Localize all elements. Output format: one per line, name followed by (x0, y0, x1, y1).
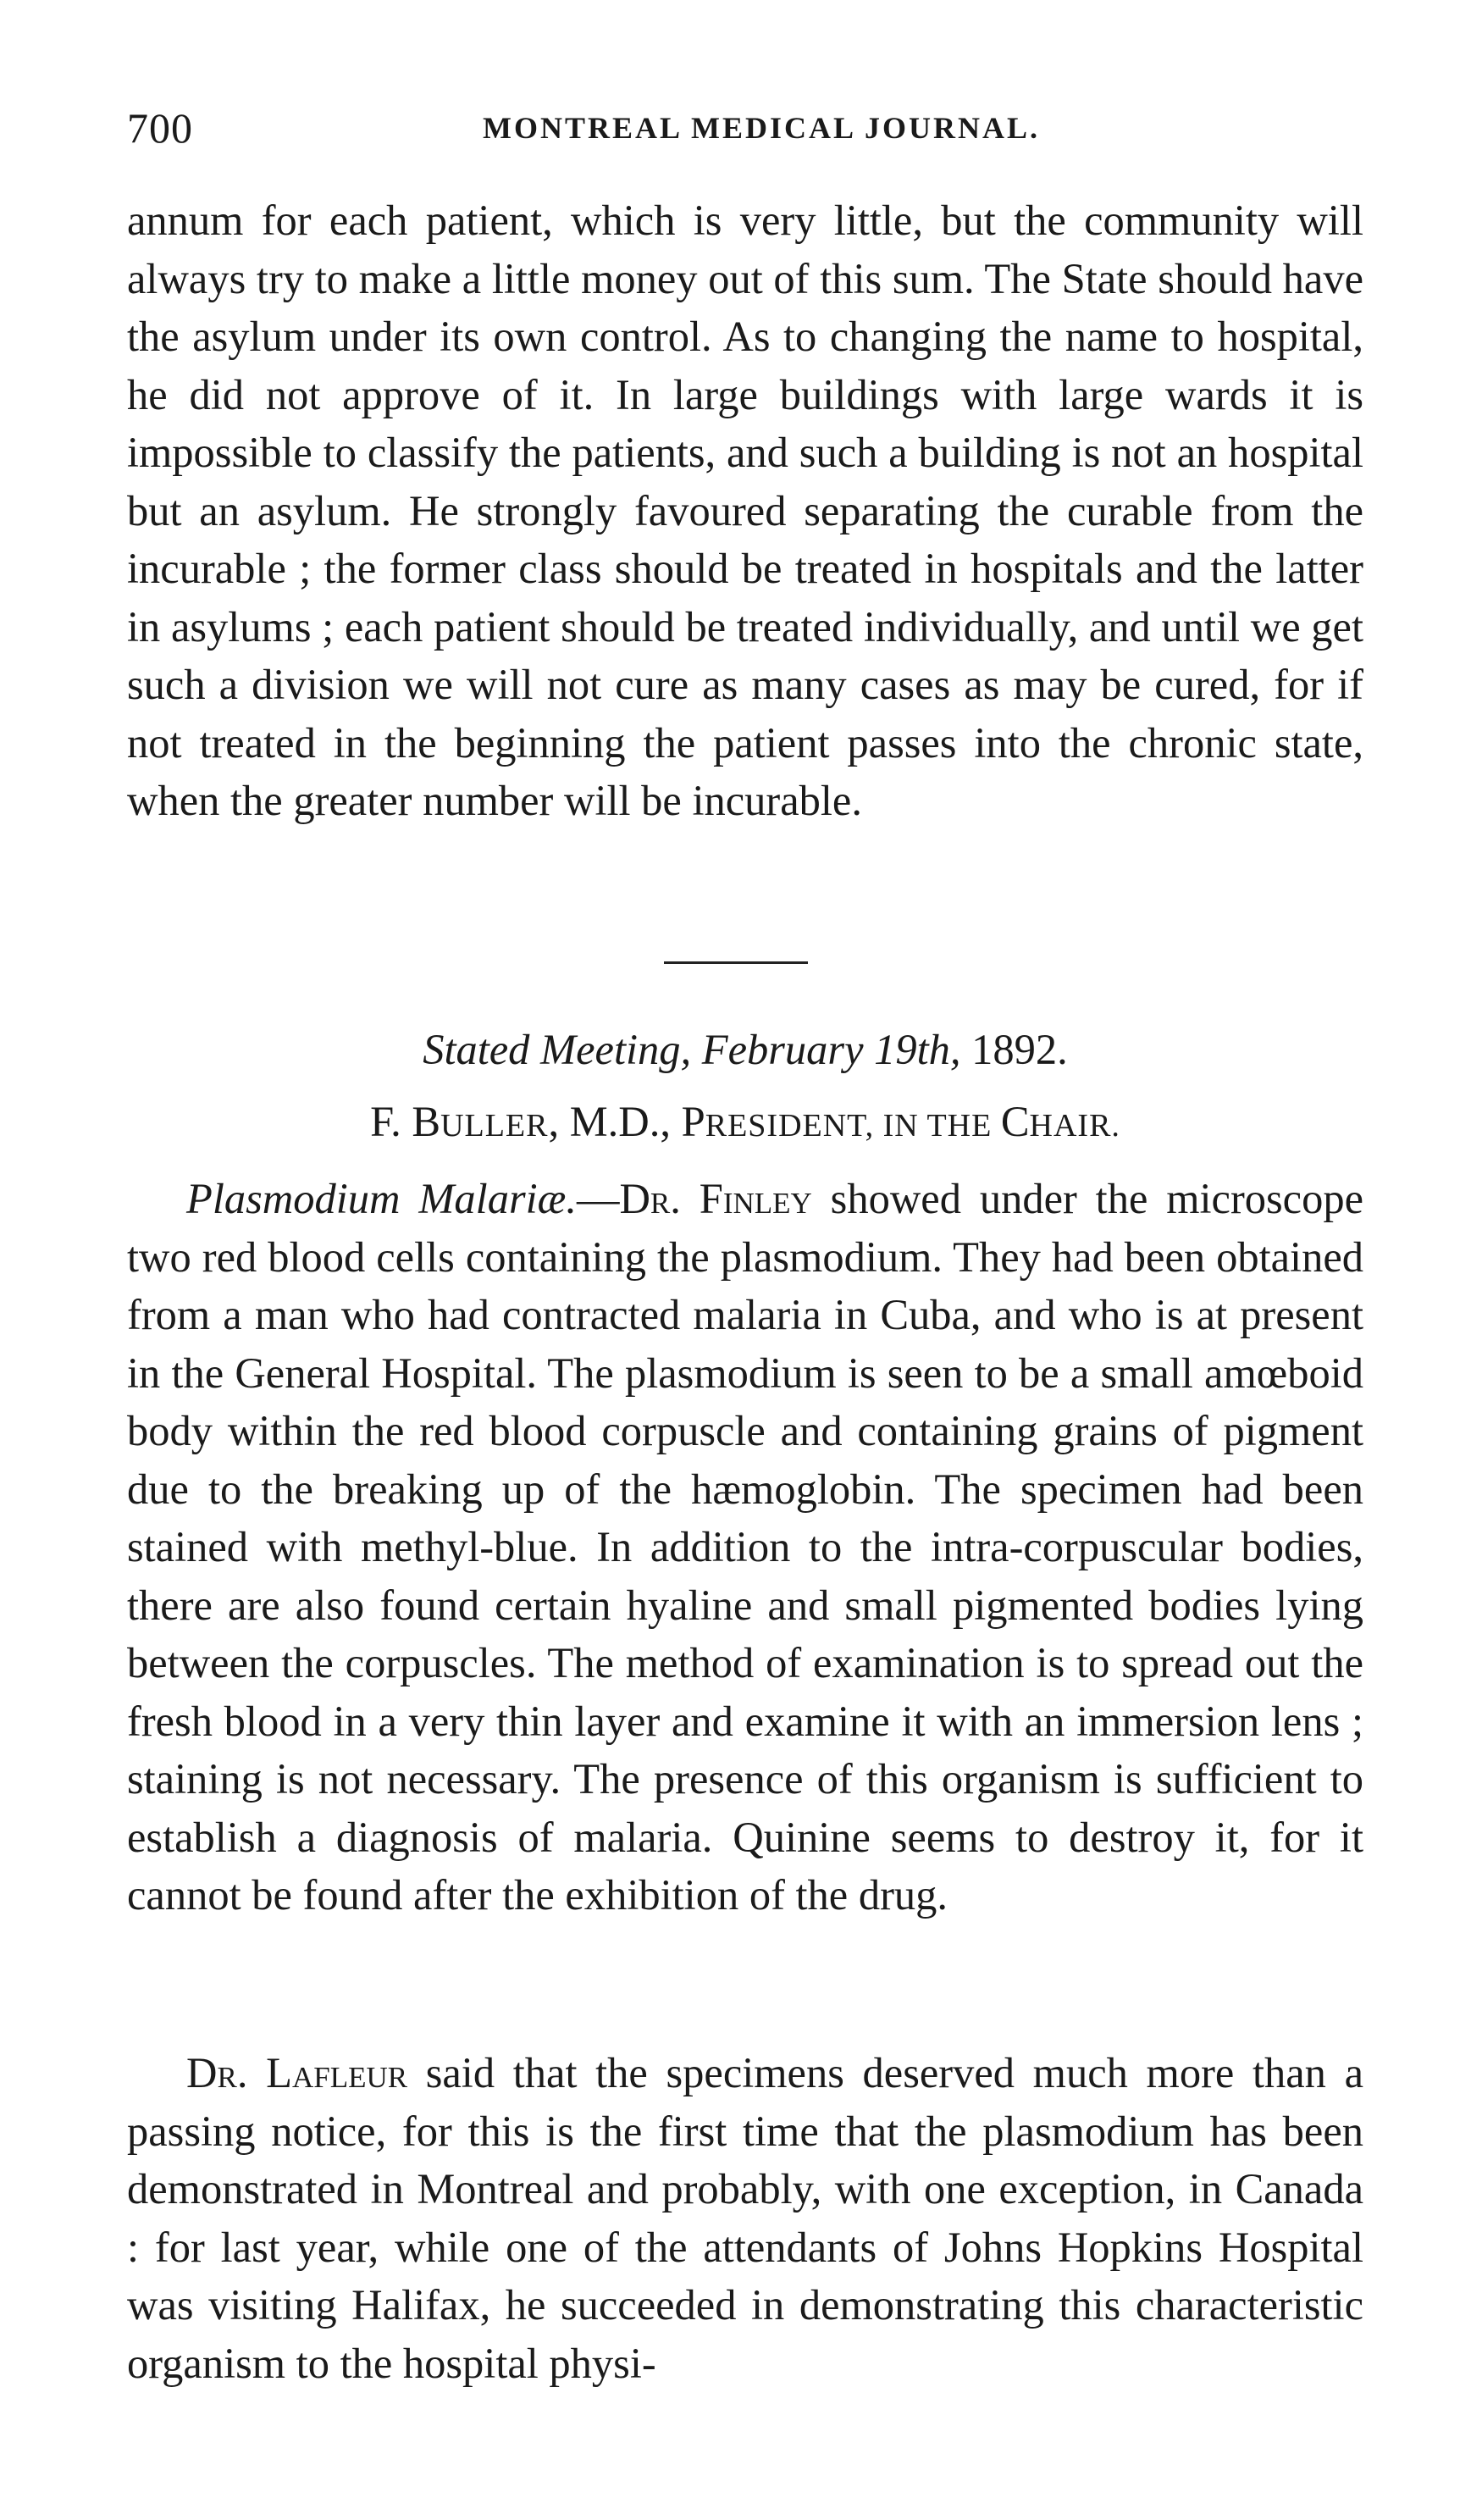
paragraph-body: said that the specimens deserved much more than a passing notice, for this is the first time that the plasmodium has been demonstrated in Montreal and probably, with one exception, in Canada : for last year, while one of the attendants of Johns Hopkins Hospital was visiting Halifax, he succeeded in demonstrating this characteristic organism to the hospital physi- (127, 2049, 1363, 2387)
paragraph-asylum-discussion (127, 191, 1363, 830)
speaker-name: Dr. Finley (619, 1175, 812, 1222)
chair-name-initial: F. B (370, 1098, 441, 1145)
paragraph-text (127, 2044, 1363, 2392)
chair-initial: C (1000, 1098, 1030, 1145)
meeting-date: Stated Meeting, February 19th, (423, 1026, 961, 1073)
president-initial: P (681, 1098, 705, 1145)
chair-degree: , M.D., (548, 1098, 682, 1145)
section-divider (664, 961, 808, 964)
meeting-year: 1892. (960, 1026, 1068, 1073)
chair-name-rest: ULLER (440, 1108, 549, 1144)
page-number: 700 (127, 104, 193, 152)
chair-heading (127, 1093, 1363, 1155)
paragraph-text: annum for each patient, which is very little, but the community will always try to make a little money out of this sum. The State should have the asylum under its own control. As to changing the name to hospital, he did not approve of it. In large buildings with large wards it is impossible to classify the patients, and such a building is not an hospital but an asylum. He strongly favoured separating the curable from the incurable ; the former class should be treated in hospitals and the latter in asylums ; each patient should be treated individually, and until we get such a division we will not cure as many cases as may be cured, for if not treated in the beginning the patient passes into the chronic state, when the greater number will be incurable. (127, 197, 1363, 824)
speaker-name: Dr. Lafleur (186, 2049, 408, 2096)
running-head (127, 103, 1363, 154)
journal-title: MONTREAL MEDICAL JOURNAL. (483, 111, 1041, 145)
president-rest: RESIDENT (705, 1108, 865, 1144)
paragraph-plasmodium (127, 1170, 1363, 1925)
paragraph-text (127, 1170, 1363, 1925)
in-the: , IN THE (865, 1108, 1001, 1144)
paragraph-lafleur (127, 2044, 1363, 2392)
paragraph-body: showed under the microscope two red blood cells containing the plasmodium. They had been obtained from a man who had contracted malaria in Cuba, and who is at present in the General Hospital. The plasmodium is seen to be a small amœboid body within the red blood corpuscle and containing grains of pigment due to the breaking up of the hæmoglobin. The specimen had been stained with methyl-blue. In addition to the intra-corpuscular bodies, there are also found certain hyaline and small pigmented bodies lying between the corpuscles. The method of examination is to spread out the fresh blood in a very thin layer and examine it with an immersion lens ; staining is not necessary. The presence of this organism is sufficient to establish a diagnosis of malaria. Quinine seems to destroy it, for it cannot be found after the exhibition of the drug. (127, 1175, 1363, 1919)
section-title: Plasmodium Malariæ. (186, 1175, 577, 1222)
meeting-heading (127, 1021, 1363, 1078)
em-dash: — (576, 1175, 620, 1222)
chair-rest: HAIR. (1029, 1108, 1120, 1144)
